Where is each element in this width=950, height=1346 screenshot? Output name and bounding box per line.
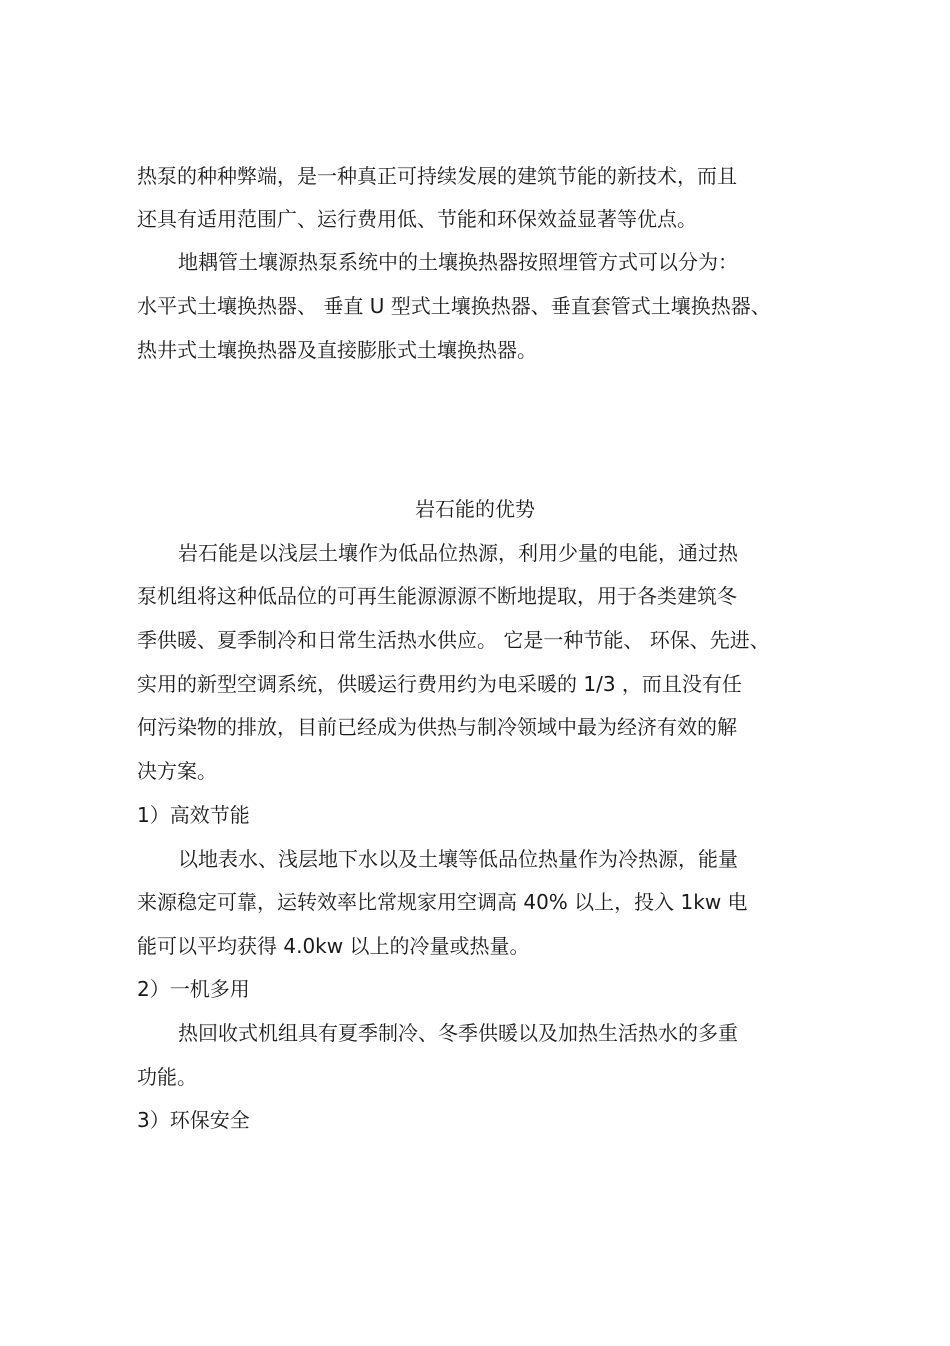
- paragraph-line: 能可以平均获得 4.0kw 以上的冷量或热量。: [137, 934, 530, 958]
- paragraph-line: 地耦管土壤源热泵系统中的土壤换热器按照埋管方式可以分为：: [178, 250, 738, 274]
- item-heading: 2）一机多用: [137, 977, 250, 1001]
- paragraph-line: 还具有适用范围广、运行费用低、节能和环保效益显著等优点。: [137, 207, 697, 231]
- paragraph-line: 热回收式机组具有夏季制冷、冬季供暖以及加热生活热水的多重: [178, 1021, 738, 1045]
- item-heading: 1）高效节能: [137, 803, 250, 827]
- paragraph-line: 功能。: [137, 1065, 197, 1089]
- paragraph-line: 热泵的种种弊端，是一种真正可持续发展的建筑节能的新技术，而且: [137, 164, 737, 188]
- paragraph-line: 实用的新型空调系统，供暖运行费用约为电采暖的 1/3 ，而且没有任: [137, 672, 742, 696]
- paragraph-line: 季供暖、夏季制冷和日常生活热水供应。 它是一种节能、 环保、先进、: [137, 628, 770, 652]
- paragraph-line: 热井式土壤换热器及直接膨胀式土壤换热器。: [137, 338, 537, 362]
- item-heading: 3）环保安全: [137, 1108, 250, 1132]
- paragraph-line: 决方案。: [137, 759, 217, 783]
- paragraph-line: 何污染物的排放，目前已经成为供热与制冷领域中最为经济有效的解: [137, 715, 737, 739]
- paragraph-line: 水平式土壤换热器、 垂直 U 型式土壤换热器、垂直套管式土壤换热器、: [137, 294, 771, 318]
- paragraph-line: 来源稳定可靠，运转效率比常规家用空调高 40% 以上，投入 1kw 电: [137, 890, 748, 914]
- paragraph-line: 岩石能是以浅层土壤作为低品位热源，利用少量的电能，通过热: [178, 541, 738, 565]
- paragraph-line: 泵机组将这种低品位的可再生能源源源不断地提取，用于各类建筑冬: [137, 584, 737, 608]
- paragraph-line: 以地表水、浅层地下水以及土壤等低品位热量作为冷热源，能量: [178, 847, 738, 871]
- section-title: 岩石能的优势: [415, 497, 535, 521]
